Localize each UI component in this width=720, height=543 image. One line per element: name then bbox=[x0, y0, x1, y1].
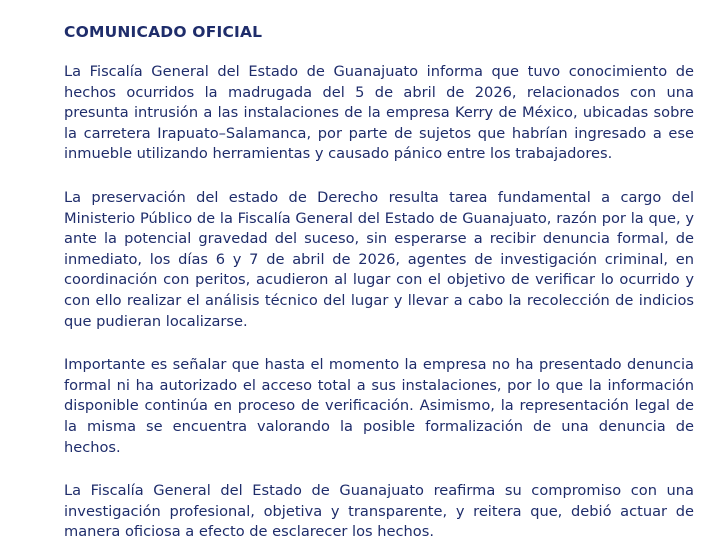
paragraph-3: Importante es señalar que hasta el momento la empresa no ha presentado denuncia formal ni ha autorizado el acceso total a sus instalaciones, por lo que la información disponible continúa en proceso de verificación. Asimismo, la representación legal de la misma se encuentra valorando la posible formalización de una denuncia de hechos. bbox=[64, 356, 694, 456]
document-title: COMUNICADO OFICIAL bbox=[64, 23, 263, 41]
paragraph-4: La Fiscalía General del Estado de Guanajuato reafirma su compromiso con una investigación profesional, objetiva y transparente, y reitera que, debió actuar de manera oficiosa a efecto de esclarecer los hechos. bbox=[64, 482, 694, 541]
paragraph-1: La Fiscalía General del Estado de Guanajuato informa que tuvo conocimiento de hechos ocurridos la madrugada del 5 de abril de 2026, relacionados con una presunta intrusión a las instalaciones de la empresa Kerry de México, ubicadas sobre la carretera Irapuato–Salamanca, por parte de sujetos que habrían ingresado a ese inmueble utilizando herramientas y causado pánico entre los trabajadores. bbox=[64, 63, 694, 163]
paragraph-2: La preservación del estado de Derecho resulta tarea fundamental a cargo del Ministerio Público de la Fiscalía General del Estado de Guanajuato, razón por la que, y ante la potencial gravedad del suceso, sin esperarse a recibir denuncia formal, de inmediato, los días 6 y 7 de abril de 2026, agentes de investigación criminal, en coordinación con peritos, acudieron al lugar con el objetivo de verificar lo ocurrido y con ello realizar el análisis técnico del lugar y llevar a cabo la recolección de indicios que pudieran localizarse. bbox=[64, 188, 694, 330]
